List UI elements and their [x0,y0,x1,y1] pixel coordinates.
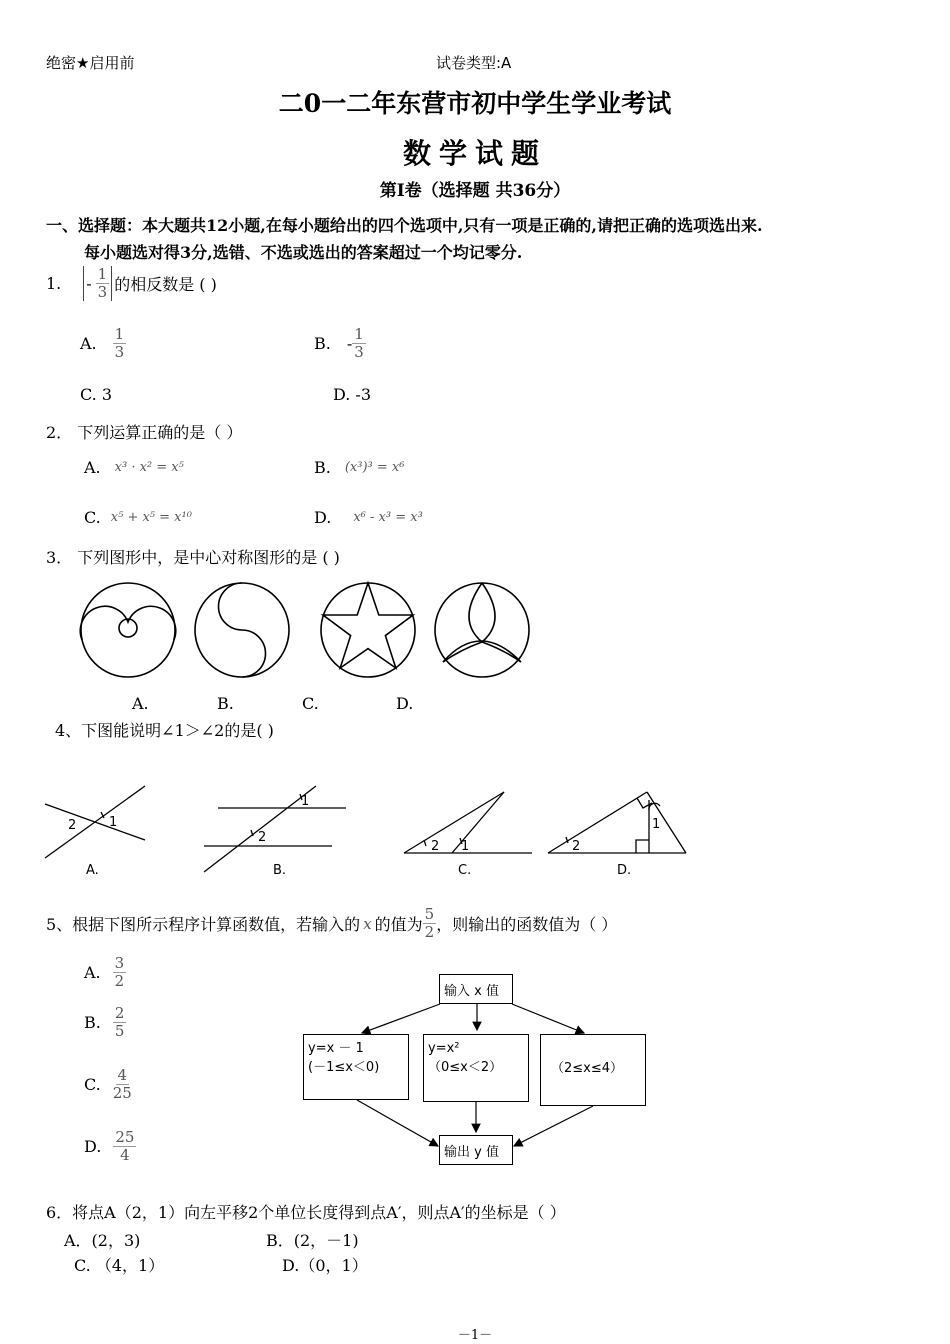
fraction: $\frac{3}{2}$ [114,954,125,990]
q1-option-a[interactable]: A. $\frac{1}{3}$ [80,325,125,361]
q4-option-d: D. [617,863,632,878]
fraction: $\frac{1}{3}$ [354,325,364,361]
page-title: 二0一二年东营市初中学生学业考试 [278,89,672,118]
angle-label-1: 1 [461,839,470,854]
angle-label-1: 1 [109,815,118,830]
q6-option-b[interactable]: B．(2，－1) [266,1231,359,1250]
fraction: $\frac{2}{5}$ [114,1004,125,1040]
page-number: －1－ [457,1328,493,1343]
q5-option-c[interactable]: C. $\frac{4}{25}$ [84,1066,132,1102]
question-2: 2． 下列运算正确的是（ ） [46,423,243,442]
q1-option-c[interactable]: C. 3 [80,385,113,404]
question-number: 1. [46,274,62,293]
flow-box-3: （2≤x≤4） [540,1034,646,1106]
question-3: 3． 下列图形中，是中心对称图形的是 ( ) [46,548,340,567]
q2-option-c[interactable]: C. x⁵ + x⁵ = x¹⁰ [84,508,192,527]
flow-box-2: y=x² （0≤x＜2） [423,1034,529,1102]
fraction: $\frac{1}{3}$ [97,265,108,301]
flow-box-1: y=x － 1 (－1≤x＜0) [303,1034,409,1100]
q5-option-d[interactable]: D. $\frac{25}{4}$ [84,1128,135,1164]
header-secret: 绝密★启用前 [46,54,135,72]
q3-option-b[interactable]: B. [217,694,234,713]
q6-option-c[interactable]: C. （4，1） [74,1256,165,1275]
q3-option-c[interactable]: C. [302,694,319,713]
q6-option-d[interactable]: D.（0，1） [282,1256,368,1275]
page-subtitle: 数学试题 [402,137,547,170]
q2-option-a[interactable]: A. x³ · x² = x⁵ [84,458,184,477]
q3-option-a[interactable]: A. [132,694,149,713]
flow-output-box: 输出 y 值 [439,1135,513,1165]
flow-input-box: 输入 x 值 [439,974,513,1004]
section-instructions-2: 每小题选对得3分,选错、不选或选出的答案超过一个均记零分. [84,243,523,262]
section-instructions-1: 一、选择题：本大题共12小题,在每小题给出的四个选项中,只有一项是正确的,请把正确的选项选出来. [46,216,763,235]
header-paper-type: 试卷类型:A [436,54,512,72]
angle-label-2: 2 [572,839,581,854]
fraction: $\frac{5}{2}$ [424,905,435,941]
angle-label-2: 2 [258,830,267,845]
angle-label-2: 2 [431,839,440,854]
q4-option-a: A. [86,863,99,878]
fraction: $\frac{1}{3}$ [114,325,125,361]
question-text: 的相反数是 ( ) [114,275,217,294]
volume-heading: 第Ⅰ卷（选择题 共36分） [379,181,571,201]
q4-option-c: C. [458,863,472,878]
q1-option-d[interactable]: D. -3 [333,385,372,404]
question-4: 4、下图能说明∠1＞∠2的是( ) [55,721,274,740]
q2-option-d[interactable]: D. x⁶ - x³ = x³ [314,508,423,527]
fraction: $\frac{25}{4}$ [115,1128,135,1164]
abs-value-expr: - $\frac{1}{3}$ [83,266,112,301]
angle-label-1: 1 [301,794,310,809]
q3-option-d[interactable]: D. [396,694,414,713]
angle-label-1: 1 [652,817,661,832]
q4-option-b: B. [273,863,287,878]
question-5: 5、根据下图所示程序计算函数值，若输入的 x 的值为 $\frac{5}{2}$ ，则输出的函数值为（ ） [46,905,618,941]
q6-option-a[interactable]: A．(2，3) [64,1231,141,1250]
q1-option-b[interactable]: B. - $\frac{1}{3}$ [314,325,364,361]
question-6: 6．将点A（2，1）向左平移2个单位长度得到点A′，则点A′的坐标是（ ） [46,1203,566,1222]
q2-option-b[interactable]: B. (x³)³ = x⁶ [314,458,405,477]
q5-option-a[interactable]: A. $\frac{3}{2}$ [84,954,125,990]
q5-option-b[interactable]: B. $\frac{2}{5}$ [84,1004,125,1040]
fraction: $\frac{4}{25}$ [112,1066,132,1102]
angle-label-2: 2 [68,818,77,833]
